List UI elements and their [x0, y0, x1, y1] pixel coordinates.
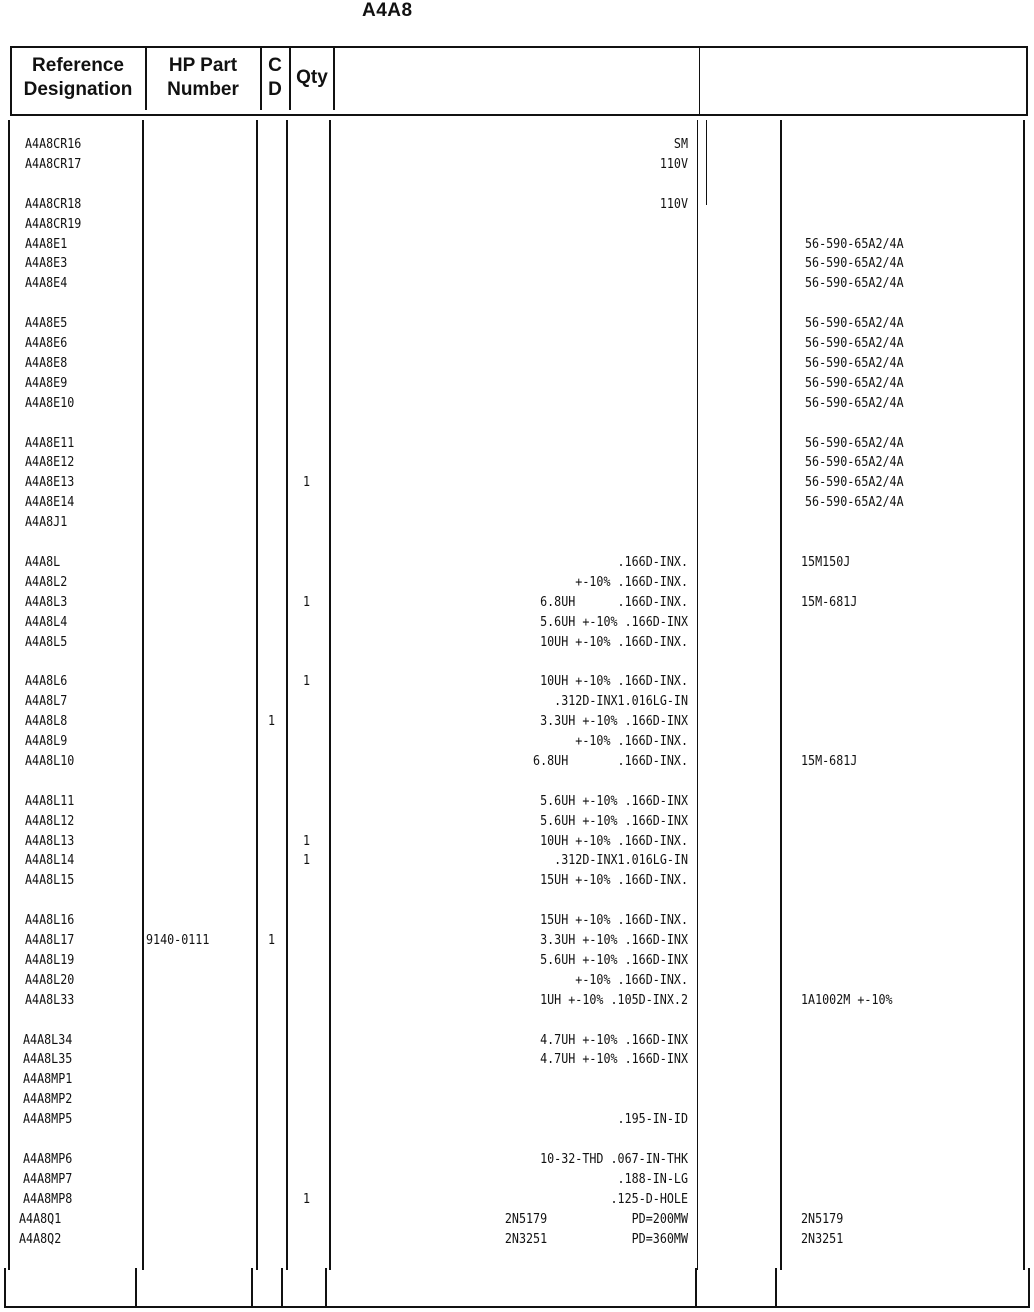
description-cell: .188-IN-LG [617, 1171, 688, 1187]
description-cell: 1UH +-10% .105D-INX.2 [540, 992, 688, 1008]
ref-designation-cell: A4A8E13 [25, 475, 75, 491]
ref-designation-cell: A4A8E8 [25, 355, 68, 371]
description-cell: 4.7UH +-10% .166D-INX [540, 1032, 688, 1048]
mfr-part-number-cell: 56-590-65A2/4A [805, 256, 904, 272]
description-cell: 110V [659, 156, 688, 172]
description-cell: 3.3UH +-10% .166D-INX [540, 933, 688, 948]
ref-designation-cell: A4A8L11 [25, 793, 75, 809]
mfr-part-number-cell: 2N3251 [801, 1231, 844, 1247]
description-cell: 4.7UH +-10% .166D-INX [540, 1052, 688, 1068]
ref-designation-cell: A4A8MP8 [23, 1191, 73, 1207]
description-cell: .125-D-HOLE [610, 1191, 688, 1207]
ref-designation-cell: A4A8L17 [25, 933, 75, 948]
ref-designation-cell: A4A8L33 [25, 992, 75, 1008]
ref-designation-cell: A4A8L3 [25, 594, 68, 610]
ref-designation-cell: A4A8E6 [25, 336, 68, 351]
description-cell: .312D-INX1.016LG-IN [554, 694, 688, 710]
ref-designation-cell: A4A8MP1 [23, 1072, 73, 1088]
description-cell: 10UH +-10% .166D-INX. [540, 674, 688, 690]
ref-designation-cell: A4A8MP5 [23, 1112, 73, 1128]
ref-designation-cell: A4A8E10 [25, 395, 75, 411]
description-cell: 10UH +-10% .166D-INX. [540, 833, 688, 849]
header-hp-part-number: HP Part Number [167, 55, 239, 100]
mfr-part-number-cell: 15M150J [801, 554, 851, 570]
mfr-part-number-cell: 56-590-65A2/4A [805, 375, 904, 391]
description-cell: 10UH +-10% .166D-INX. [540, 634, 688, 650]
ref-designation-cell: A4A8Q1 [19, 1211, 62, 1227]
mfr-part-number-cell: 56-590-65A2/4A [805, 316, 904, 332]
qty-cell: 1 [303, 475, 311, 491]
qty-cell: 1 [303, 674, 311, 690]
ref-designation-cell: A4A8E12 [25, 455, 75, 471]
description-cell: 15UH +-10% .166D-INX. [540, 913, 688, 929]
ref-designation-cell: A4A8Q2 [19, 1231, 62, 1247]
description-cell: 5.6UH +-10% .166D-INX [540, 614, 688, 630]
ref-designation-cell: A4A8E14 [25, 495, 75, 511]
ref-designation-cell: A4A8L8 [25, 714, 68, 730]
header-cd: C D [268, 55, 282, 100]
description-cell: +-10% .166D-INX. [575, 574, 688, 590]
qty-cell: 1 [303, 833, 311, 849]
description-cell: SM [673, 137, 688, 152]
description-cell: +-10% .166D-INX. [575, 734, 688, 749]
description-cell: 5.6UH +-10% .166D-INX [540, 952, 688, 968]
ref-designation-cell: A4A8E9 [25, 375, 68, 391]
description-cell: 5.6UH +-10% .166D-INX [540, 793, 688, 809]
hp-part-number-cell: 9140-0111 [146, 933, 210, 948]
description-cell: .166D-INX. [617, 554, 688, 570]
mfr-part-number-cell: 1A1002M +-10% [801, 992, 893, 1008]
ref-designation-cell: A4A8L35 [23, 1052, 73, 1068]
cd-cell: 1 [268, 933, 276, 948]
qty-cell: 1 [303, 1191, 311, 1207]
ref-designation-cell: A4A8L13 [25, 833, 75, 849]
ref-designation-cell: A4A8E11 [25, 435, 75, 451]
description-cell: 3.3UH +-10% .166D-INX [540, 714, 688, 730]
mfr-part-number-cell: 56-590-65A2/4A [805, 495, 904, 511]
mfr-part-number-cell: 15M-681J [801, 753, 858, 769]
ref-designation-cell: A4A8L16 [25, 913, 75, 929]
description-cell: 6.8UH .166D-INX. [533, 753, 688, 769]
mfr-part-number-cell: 56-590-65A2/4A [805, 355, 904, 371]
ref-designation-cell: A4A8L4 [25, 614, 68, 630]
ref-designation-cell: A4A8E1 [25, 236, 68, 252]
mfr-part-number-cell: 56-590-65A2/4A [805, 435, 904, 451]
ref-designation-cell: A4A8L6 [25, 674, 68, 690]
ref-designation-cell: A4A8L2 [25, 574, 68, 590]
ref-designation-cell: A4A8CR16 [25, 137, 82, 152]
mfr-part-number-cell: 56-590-65A2/4A [805, 395, 904, 411]
ref-designation-cell: A4A8J1 [25, 515, 68, 531]
header-qty: Qty [296, 67, 328, 88]
description-cell: 2N5179 PD=200MW [504, 1211, 688, 1227]
ref-designation-cell: A4A8CR17 [25, 156, 82, 172]
ref-designation-cell: A4A8E3 [25, 256, 68, 272]
ref-designation-cell: A4A8L [25, 554, 61, 570]
ref-designation-cell: A4A8L15 [25, 873, 75, 889]
ref-designation-cell: A4A8MP7 [23, 1171, 73, 1187]
description-cell: .312D-INX1.016LG-IN [554, 853, 688, 869]
ref-designation-cell: A4A8L5 [25, 634, 68, 650]
ref-designation-cell: A4A8L19 [25, 952, 75, 968]
description-cell: 15UH +-10% .166D-INX. [540, 873, 688, 889]
ref-designation-cell: A4A8E4 [25, 276, 68, 292]
mfr-part-number-cell: 56-590-65A2/4A [805, 336, 904, 351]
qty-cell: 1 [303, 594, 311, 610]
mfr-part-number-cell: 56-590-65A2/4A [805, 475, 904, 491]
mfr-part-number-cell: 56-590-65A2/4A [805, 276, 904, 292]
ref-designation-cell: A4A8L34 [23, 1032, 73, 1048]
description-cell: .195-IN-ID [617, 1112, 688, 1128]
ref-designation-cell: A4A8L14 [25, 853, 75, 869]
ref-designation-cell: A4A8CR19 [25, 216, 82, 232]
description-cell: 10-32-THD .067-IN-THK [540, 1151, 688, 1167]
ref-designation-cell: A4A8MP2 [23, 1092, 73, 1108]
page-title: A4A8 [362, 0, 413, 21]
cd-cell: 1 [268, 714, 276, 730]
description-cell: 110V [659, 196, 688, 212]
mfr-part-number-cell: 15M-681J [801, 594, 858, 610]
mfr-part-number-cell: 56-590-65A2/4A [805, 455, 904, 471]
description-cell: +-10% .166D-INX. [575, 972, 688, 988]
description-cell: 2N3251 PD=360MW [504, 1231, 688, 1247]
header-reference-designation: Reference Designation [23, 55, 133, 100]
ref-designation-cell: A4A8L9 [25, 734, 68, 749]
description-cell: 5.6UH +-10% .166D-INX [540, 813, 688, 829]
ref-designation-cell: A4A8L7 [25, 694, 68, 710]
ref-designation-cell: A4A8E5 [25, 316, 68, 332]
ref-designation-cell: A4A8CR18 [25, 196, 82, 212]
ref-designation-cell: A4A8L12 [25, 813, 75, 829]
mfr-part-number-cell: 56-590-65A2/4A [805, 236, 904, 252]
mfr-part-number-cell: 2N5179 [801, 1211, 844, 1227]
qty-cell: 1 [303, 853, 311, 869]
ref-designation-cell: A4A8L10 [25, 753, 75, 769]
ref-designation-cell: A4A8MP6 [23, 1151, 73, 1167]
description-cell: 6.8UH .166D-INX. [540, 594, 688, 610]
ref-designation-cell: A4A8L20 [25, 972, 75, 988]
